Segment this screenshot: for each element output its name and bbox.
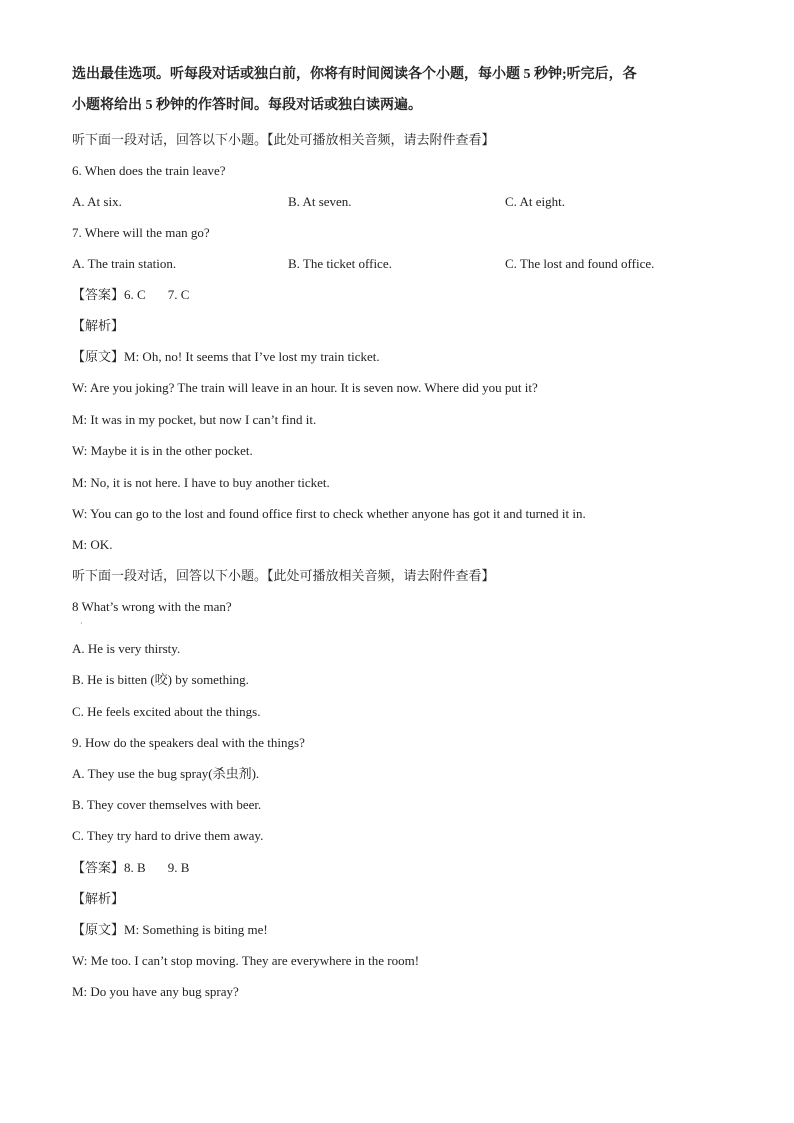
answer-1 (72, 286, 189, 304)
q6-option-b: B. At seven. (288, 194, 352, 209)
q7-option-b: B. The ticket office. (288, 256, 392, 271)
stray-dot: · (80, 619, 83, 628)
transcript-2-line-1: W: Me too. I can’t stop moving. They are everywhere in the room! (72, 953, 420, 968)
answer-6: 6. C (124, 287, 146, 302)
transcript-1-line-3: W: Maybe it is in the other pocket. (72, 443, 253, 458)
section1-instruction: 听下面一段对话，回答以下小题。【此处可播放相关音频，请去附件查看】 (72, 132, 495, 147)
transcript-2-line-2: M: Do you have any bug spray? (72, 984, 239, 999)
intro-line-2: 小题将给出 5 秒钟的作答时间。每段对话或独白读两遍。 (72, 98, 422, 113)
transcript-text: M: Something is biting me! (124, 922, 268, 937)
q9-option-a: A. They use the bug spray(杀虫剂). (72, 766, 260, 781)
q7-option-c: C. The lost and found office. (505, 256, 655, 271)
answer-label: 【答案】 (72, 287, 125, 302)
transcript-label: 【原文】 (72, 922, 125, 937)
transcript-label: 【原文】 (72, 349, 125, 364)
question-9: 9. How do the speakers deal with the things? (72, 735, 305, 750)
answer-8: 8. B (124, 860, 146, 875)
answer-2 (72, 859, 189, 877)
q8-option-a: A. He is very thirsty. (72, 641, 181, 656)
transcript-2-line-0 (72, 921, 268, 939)
transcript-1-line-2: M: It was in my pocket, but now I can’t find it. (72, 412, 317, 427)
transcript-1-line-1: W: Are you joking? The train will leave in an hour. It is seven now. Where did you put it? (72, 380, 538, 395)
answer-9: 9. B (167, 860, 190, 875)
analysis-label-2: 【解析】 (72, 891, 125, 906)
question-8: 8 What’s wrong with the man? (72, 599, 232, 614)
intro-line-1: 选出最佳选项。听每段对话或独白前，你将有时间阅读各个小题，每小题 5 秒钟;听完后，各 (72, 67, 637, 82)
analysis-label-1: 【解析】 (72, 318, 125, 333)
q7-option-a: A. The train station. (72, 256, 177, 271)
q6-option-a: A. At six. (72, 194, 122, 209)
transcript-1-line-4: M: No, it is not here. I have to buy another ticket. (72, 475, 330, 490)
q8-option-c: C. He feels excited about the things. (72, 704, 261, 719)
answer-7: 7. C (167, 287, 190, 302)
transcript-text: M: Oh, no! It seems that I’ve lost my train ticket. (124, 349, 380, 364)
transcript-1-line-6: M: OK. (72, 537, 113, 552)
transcript-1-line-5: W: You can go to the lost and found office first to check whether anyone has got it and turned it in. (72, 506, 586, 521)
section2-instruction: 听下面一段对话，回答以下小题。【此处可播放相关音频，请去附件查看】 (72, 568, 495, 583)
q9-option-c: C. They try hard to drive them away. (72, 828, 264, 843)
question-6: 6. When does the train leave? (72, 163, 226, 178)
transcript-1-line-0 (72, 348, 380, 366)
q9-option-b: B. They cover themselves with beer. (72, 797, 262, 812)
q6-option-c: C. At eight. (505, 194, 565, 209)
answer-label: 【答案】 (72, 860, 125, 875)
question-7: 7. Where will the man go? (72, 225, 210, 240)
q8-option-b: B. He is bitten (咬) by something. (72, 672, 249, 687)
